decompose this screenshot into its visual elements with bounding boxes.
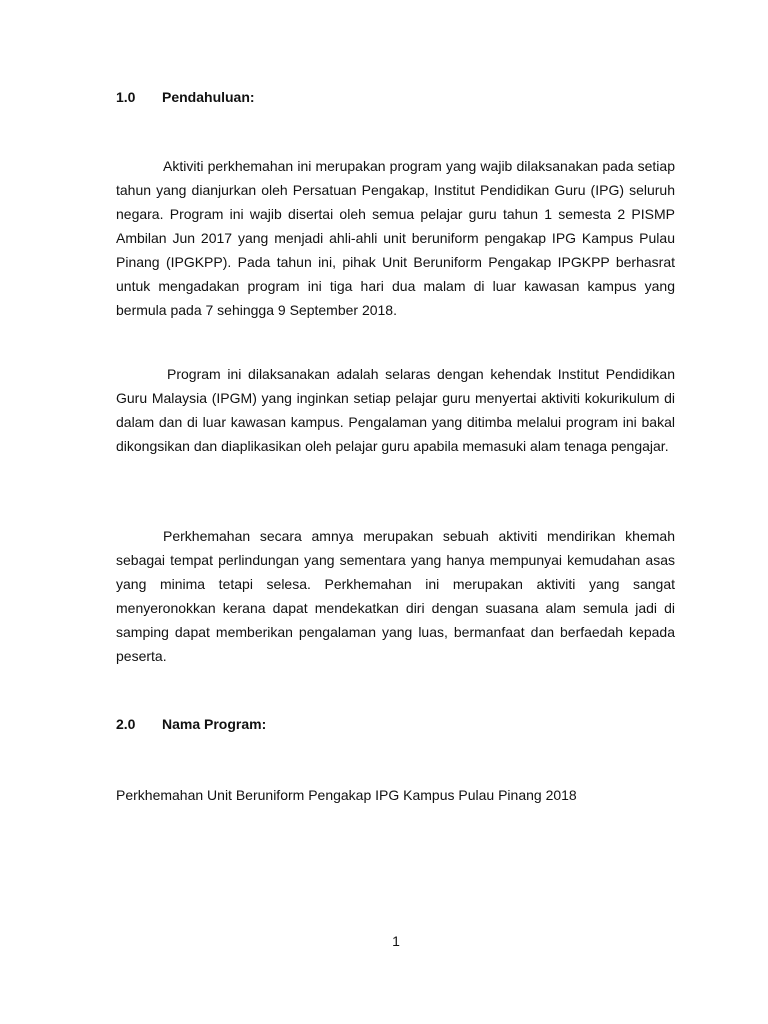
section-1-title: Pendahuluan:	[162, 89, 255, 105]
section-2-number: 2.0	[116, 716, 136, 732]
section-2-heading	[116, 715, 266, 733]
paragraph-2: Program ini dilaksanakan adalah selaras dengan kehendak Institut Pendidikan Guru Malaysia (IPGM) yang inginkan setiap pelajar guru menyertai aktiviti kokurikulum di dalam dan di luar kawasan kampus. Pengalaman yang ditimba melalui program ini bakal dikongsikan dan diaplikasikan oleh pelajar guru apabila memasuki alam tenaga pengajar.	[116, 366, 675, 454]
page-number: 1	[392, 933, 400, 949]
section-1-number: 1.0	[116, 89, 136, 105]
section-2-title: Nama Program:	[162, 716, 267, 732]
section-1-heading	[116, 88, 255, 106]
paragraph-1: Aktiviti perkhemahan ini merupakan program yang wajib dilaksanakan pada setiap tahun yang dianjurkan oleh Persatuan Pengakap, Institut Pendidikan Guru (IPG) seluruh negara. Program ini wajib disertai oleh semua pelajar guru tahun 1 semesta 2 PISMP Ambilan Jun 2017 yang menjadi ahli-ahli unit beruniform pengakap IPG Kampus Pulau Pinang (IPGKPP). Pada tahun ini, pihak Unit Beruniform Pengakap IPGKPP berhasrat untuk mengadakan program ini tiga hari dua malam di luar kawasan kampus yang bermula pada 7 sehingga 9 September 2018.	[116, 158, 675, 318]
paragraph-3: Perkhemahan secara amnya merupakan sebuah aktiviti mendirikan khemah sebagai tempat perlindungan yang sementara yang hanya mempunyai kemudahan asas yang minima tetapi selesa. Perkhemahan ini merupakan aktiviti yang sangat menyeronokkan kerana dapat mendekatkan diri dengan suasana alam semula jadi di samping dapat memberikan pengalaman yang luas, bermanfaat dan berfaedah kepada peserta.	[116, 528, 675, 664]
program-name: Perkhemahan Unit Beruniform Pengakap IPG Kampus Pulau Pinang 2018	[116, 787, 577, 803]
